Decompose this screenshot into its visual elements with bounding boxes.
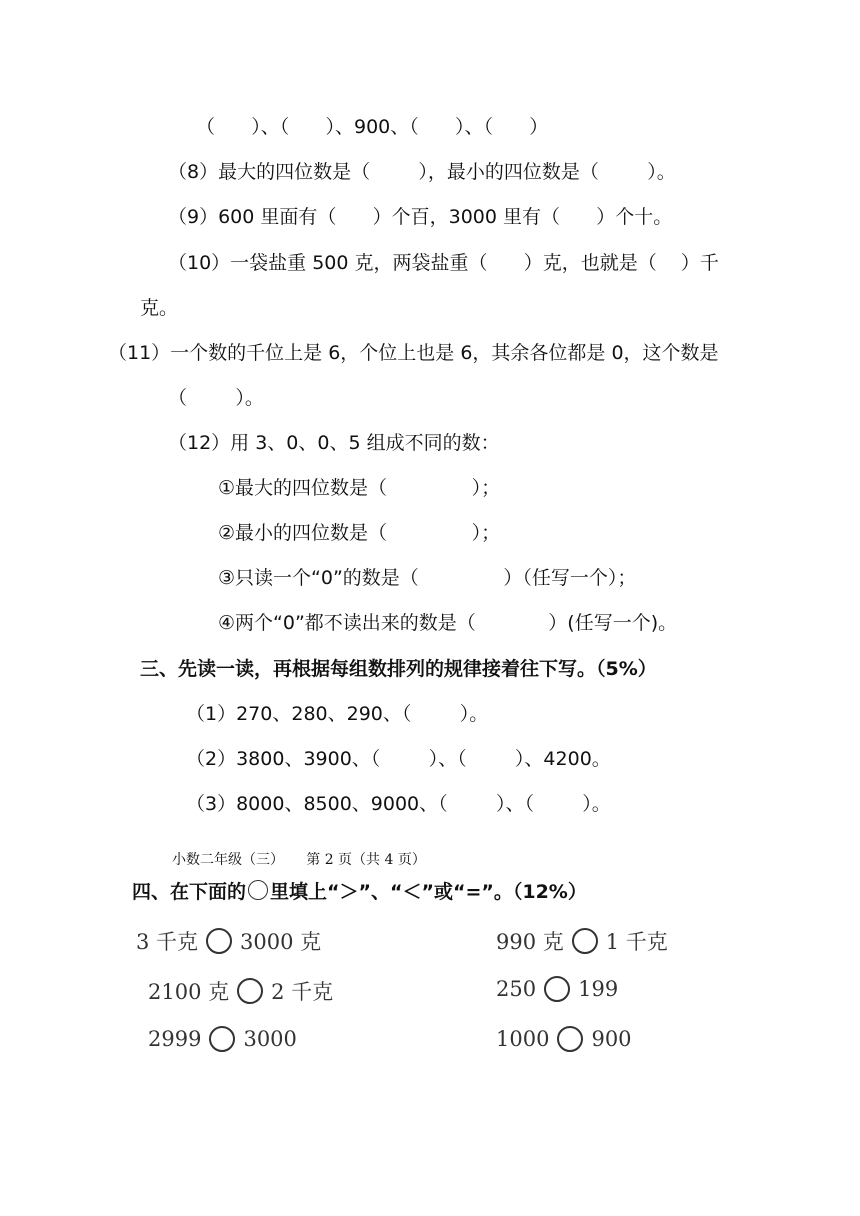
compare-right: 3000 克 bbox=[240, 930, 322, 954]
section4-heading-pre: 四、在下面的 bbox=[132, 881, 247, 903]
q10-line1: （10）一袋盐重 500 克，两袋盐重（ ）克，也就是（ ）千 bbox=[168, 252, 719, 274]
section4-heading-post: 里填上“＞”、“＜”或“=”。（12%） bbox=[270, 881, 587, 903]
compare-circle[interactable] bbox=[237, 978, 263, 1004]
compare-circle[interactable] bbox=[557, 1026, 583, 1052]
q12: （12）用 3、0、0、5 组成不同的数： bbox=[168, 432, 500, 454]
compare-circle[interactable] bbox=[209, 1026, 235, 1052]
q11-line1: （11）一个数的千位上是 6，个位上也是 6，其余各位都是 0，这个数是 bbox=[108, 342, 719, 364]
q12-item3: ③只读一个“0”的数是（ ）（任写一个）； bbox=[218, 567, 637, 589]
compare-circle[interactable] bbox=[572, 928, 598, 954]
compare-left: 2999 bbox=[148, 1027, 202, 1051]
compare-left: 990 克 bbox=[496, 930, 564, 954]
compare-item bbox=[136, 926, 321, 956]
compare-left: 250 bbox=[496, 977, 537, 1001]
section3-heading: 三、先读一读，再根据每组数排列的规律接着往下写。（5%） bbox=[140, 658, 657, 680]
section3-q1: （1）270、280、290、（ ）。 bbox=[186, 703, 489, 725]
compare-right: 2 千克 bbox=[271, 980, 334, 1004]
compare-right: 199 bbox=[578, 977, 619, 1001]
compare-circle[interactable] bbox=[544, 976, 570, 1002]
q12-item1: ①最大的四位数是（ ）； bbox=[218, 477, 501, 499]
q12-item4: ④两个“0”都不读出来的数是（ ）(任写一个)。 bbox=[218, 612, 678, 634]
q11-line2: （ ）。 bbox=[168, 387, 264, 409]
page-footer: 小数二年级（三） 第 2 页（共 4 页） bbox=[172, 852, 426, 868]
section4-heading bbox=[132, 880, 587, 904]
compare-left: 3 千克 bbox=[136, 930, 199, 954]
q10-line2: 克。 bbox=[140, 297, 179, 319]
section3-q3: （3）8000、8500、9000、（ ）、（ ）。 bbox=[186, 793, 611, 815]
circle-icon bbox=[248, 880, 268, 900]
compare-circle[interactable] bbox=[206, 928, 232, 954]
compare-right: 3000 bbox=[243, 1027, 297, 1051]
compare-item bbox=[148, 1026, 297, 1052]
compare-right: 900 bbox=[591, 1027, 632, 1051]
compare-left: 2100 克 bbox=[148, 980, 230, 1004]
q9: （9）600 里面有（ ）个百，3000 里有（ ）个十。 bbox=[168, 206, 673, 228]
compare-left: 1000 bbox=[496, 1027, 550, 1051]
q8: （8）最大的四位数是（ ），最小的四位数是（ ）。 bbox=[168, 161, 676, 183]
compare-item bbox=[496, 1026, 632, 1052]
compare-item bbox=[148, 976, 333, 1006]
section3-q2: （2）3800、3900、（ ）、（ ）、4200。 bbox=[186, 748, 611, 770]
compare-item bbox=[496, 976, 618, 1002]
compare-item bbox=[496, 926, 668, 956]
q7-sequence: （ ）、（ ）、900、（ ）、（ ） bbox=[196, 116, 549, 138]
compare-right: 1 千克 bbox=[605, 930, 668, 954]
q12-item2: ②最小的四位数是（ ）； bbox=[218, 522, 501, 544]
